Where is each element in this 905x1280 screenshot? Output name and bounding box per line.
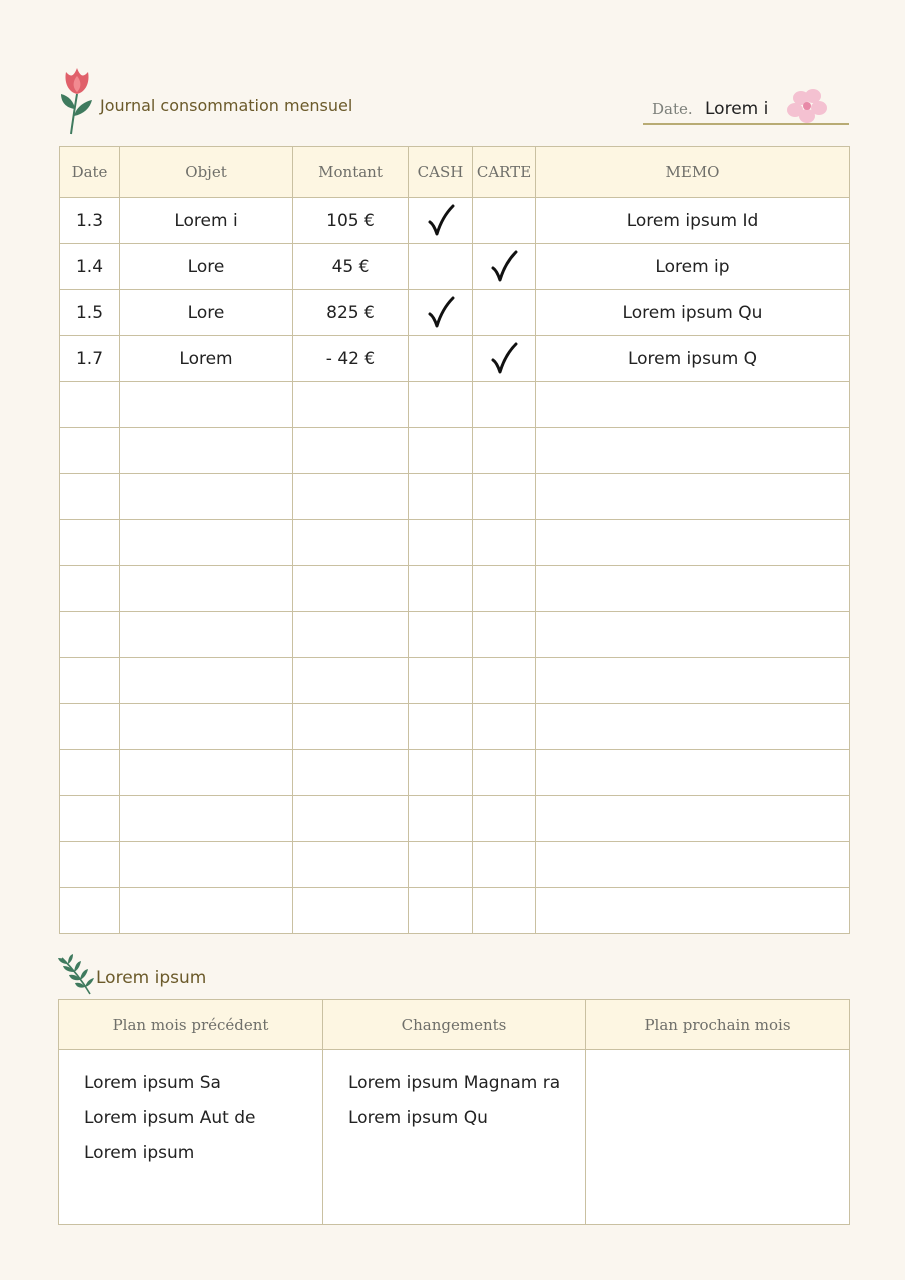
col-header-cash: CASH: [409, 147, 473, 198]
cell-montant[interactable]: [293, 474, 409, 520]
cell-montant[interactable]: 825 €: [293, 290, 409, 336]
cell-carte[interactable]: [473, 474, 536, 520]
cell-objet[interactable]: [120, 428, 293, 474]
cell-date[interactable]: [60, 612, 120, 658]
cell-date[interactable]: 1.7: [60, 336, 120, 382]
cell-cash[interactable]: [409, 474, 473, 520]
expense-log-table: [59, 146, 850, 934]
cell-cash[interactable]: [409, 382, 473, 428]
checkmark-icon: [490, 250, 518, 284]
cell-carte[interactable]: [473, 382, 536, 428]
cell-date[interactable]: [60, 566, 120, 612]
cell-memo[interactable]: [536, 658, 850, 704]
cell-carte[interactable]: [473, 704, 536, 750]
cell-objet[interactable]: [120, 658, 293, 704]
cell-date[interactable]: [60, 888, 120, 934]
cell-date[interactable]: [60, 382, 120, 428]
cell-memo[interactable]: Lorem ipsum Qu: [536, 290, 850, 336]
plan-line: Lorem ipsum: [84, 1143, 195, 1163]
cell-cash[interactable]: [409, 198, 473, 244]
table-row-empty: [60, 428, 850, 474]
plan-line: Lorem ipsum Magnam ra: [348, 1073, 561, 1093]
date-label: Date.: [652, 100, 693, 118]
cell-montant[interactable]: 45 €: [293, 244, 409, 290]
cell-cash[interactable]: [409, 796, 473, 842]
cell-memo[interactable]: [536, 888, 850, 934]
cell-memo[interactable]: [536, 612, 850, 658]
plan-section-title-block: [58, 952, 318, 996]
cell-cash[interactable]: [409, 290, 473, 336]
cell-memo[interactable]: [536, 520, 850, 566]
cell-carte[interactable]: [473, 520, 536, 566]
table-header-row: [60, 147, 850, 198]
checkmark-icon: [427, 296, 455, 330]
cell-date[interactable]: [60, 428, 120, 474]
checkmark-icon: [427, 204, 455, 238]
col-header-montant: Montant: [293, 147, 409, 198]
table-row-empty: [60, 750, 850, 796]
plan-cell-changes[interactable]: [323, 1050, 586, 1225]
cell-carte[interactable]: [473, 612, 536, 658]
table-row: [60, 290, 850, 336]
plan-cell-next[interactable]: [586, 1050, 850, 1225]
cell-date[interactable]: [60, 520, 120, 566]
cell-memo[interactable]: [536, 428, 850, 474]
cell-cash[interactable]: [409, 842, 473, 888]
date-field[interactable]: [643, 86, 849, 126]
cell-montant[interactable]: [293, 382, 409, 428]
cell-date[interactable]: [60, 750, 120, 796]
table-row-empty: [60, 520, 850, 566]
table-row-empty: [60, 658, 850, 704]
cell-cash[interactable]: [409, 750, 473, 796]
cell-memo[interactable]: [536, 566, 850, 612]
leaf-sprig-icon: [58, 952, 98, 996]
cell-objet[interactable]: [120, 382, 293, 428]
table-row: [60, 244, 850, 290]
plan-line: Lorem ipsum Qu: [348, 1108, 488, 1128]
cell-date[interactable]: [60, 658, 120, 704]
cell-carte[interactable]: [473, 658, 536, 704]
cell-montant[interactable]: [293, 704, 409, 750]
table-row-empty: [60, 474, 850, 520]
cell-memo[interactable]: [536, 474, 850, 520]
table-row-empty: [60, 888, 850, 934]
cell-memo[interactable]: Lorem ipsum Q: [536, 336, 850, 382]
cell-montant[interactable]: 105 €: [293, 198, 409, 244]
plan-content-row: [59, 1050, 850, 1225]
cell-carte[interactable]: [473, 566, 536, 612]
cell-carte[interactable]: [473, 198, 536, 244]
page-title: Journal consommation mensuel: [100, 96, 353, 115]
plan-col-header-previous: Plan mois précédent: [59, 1000, 323, 1050]
cell-memo[interactable]: [536, 750, 850, 796]
cell-date[interactable]: [60, 704, 120, 750]
cell-objet[interactable]: [120, 612, 293, 658]
date-underline: [643, 123, 849, 125]
cell-objet[interactable]: Lorem: [120, 336, 293, 382]
cell-objet[interactable]: [120, 704, 293, 750]
cell-montant[interactable]: [293, 796, 409, 842]
cell-montant[interactable]: - 42 €: [293, 336, 409, 382]
flower-icon: [58, 64, 102, 138]
cell-objet[interactable]: [120, 888, 293, 934]
cell-cash[interactable]: [409, 336, 473, 382]
table-row-empty: [60, 796, 850, 842]
col-header-objet: Objet: [120, 147, 293, 198]
cell-carte[interactable]: [473, 428, 536, 474]
cell-memo[interactable]: [536, 704, 850, 750]
cell-date[interactable]: [60, 474, 120, 520]
cell-cash[interactable]: [409, 658, 473, 704]
cell-carte[interactable]: [473, 750, 536, 796]
cell-objet[interactable]: [120, 796, 293, 842]
plan-cell-previous[interactable]: [59, 1050, 323, 1225]
cell-memo[interactable]: [536, 842, 850, 888]
cell-cash[interactable]: [409, 566, 473, 612]
cell-date[interactable]: [60, 842, 120, 888]
cell-memo[interactable]: Lorem ip: [536, 244, 850, 290]
plan-col-header-next: Plan prochain mois: [586, 1000, 850, 1050]
plan-line: Lorem ipsum Aut de: [84, 1108, 256, 1128]
table-row-empty: [60, 382, 850, 428]
cell-cash[interactable]: [409, 704, 473, 750]
cell-memo[interactable]: [536, 796, 850, 842]
cell-carte[interactable]: [473, 842, 536, 888]
cell-date[interactable]: 1.4: [60, 244, 120, 290]
header-title-block: [58, 64, 378, 138]
cell-objet[interactable]: Lore: [120, 244, 293, 290]
checkmark-icon: [490, 342, 518, 376]
table-row-empty: [60, 842, 850, 888]
cell-cash[interactable]: [409, 520, 473, 566]
cell-carte[interactable]: [473, 888, 536, 934]
cell-carte[interactable]: [473, 244, 536, 290]
table-row-empty: [60, 566, 850, 612]
cell-objet[interactable]: [120, 566, 293, 612]
table-row-empty: [60, 612, 850, 658]
cell-cash[interactable]: [409, 244, 473, 290]
col-header-date: Date: [60, 147, 120, 198]
plan-section-title: Lorem ipsum: [96, 968, 207, 988]
cell-carte[interactable]: [473, 336, 536, 382]
cell-cash[interactable]: [409, 612, 473, 658]
cell-objet[interactable]: Lore: [120, 290, 293, 336]
cell-objet[interactable]: [120, 474, 293, 520]
cell-objet[interactable]: [120, 520, 293, 566]
col-header-carte: CARTE: [473, 147, 536, 198]
cell-objet[interactable]: [120, 750, 293, 796]
cell-date[interactable]: 1.5: [60, 290, 120, 336]
cell-carte[interactable]: [473, 290, 536, 336]
cell-cash[interactable]: [409, 888, 473, 934]
cell-montant[interactable]: [293, 566, 409, 612]
col-header-memo: MEMO: [536, 147, 850, 198]
cell-date[interactable]: [60, 796, 120, 842]
cell-objet[interactable]: Lorem i: [120, 198, 293, 244]
cell-montant[interactable]: [293, 520, 409, 566]
cell-memo[interactable]: [536, 382, 850, 428]
cell-objet[interactable]: [120, 842, 293, 888]
plan-col-header-changes: Changements: [323, 1000, 586, 1050]
date-value: Lorem i: [705, 99, 769, 119]
plan-table: [58, 999, 850, 1225]
table-row: [60, 336, 850, 382]
cell-cash[interactable]: [409, 428, 473, 474]
cell-date[interactable]: 1.3: [60, 198, 120, 244]
table-row: [60, 198, 850, 244]
cell-carte[interactable]: [473, 796, 536, 842]
cell-montant[interactable]: [293, 750, 409, 796]
cell-memo[interactable]: Lorem ipsum Id: [536, 198, 850, 244]
plan-header-row: [59, 1000, 850, 1050]
cell-montant[interactable]: [293, 888, 409, 934]
cell-montant[interactable]: [293, 658, 409, 704]
cell-montant[interactable]: [293, 612, 409, 658]
table-row-empty: [60, 704, 850, 750]
plan-line: Lorem ipsum Sa: [84, 1073, 221, 1093]
cell-montant[interactable]: [293, 428, 409, 474]
cell-montant[interactable]: [293, 842, 409, 888]
blossom-icon: [785, 86, 831, 126]
